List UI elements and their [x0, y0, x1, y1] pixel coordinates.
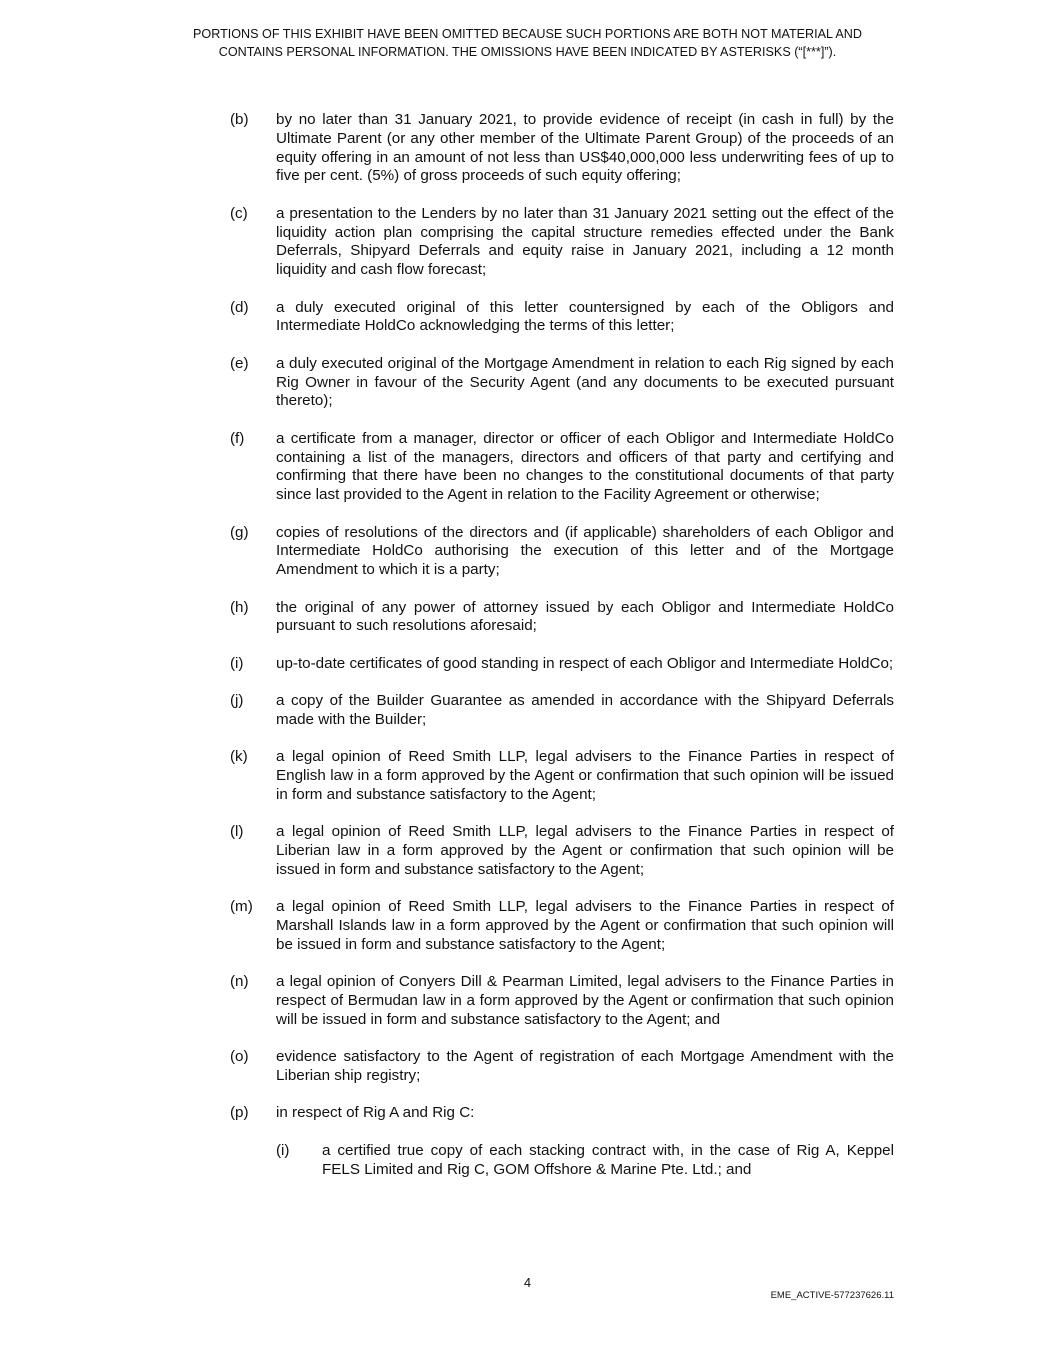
item-label: (d) — [230, 298, 249, 316]
item-text: a duly executed original of this letter countersigned by each of the Obligors and Intermediate HoldCo acknowledging the terms of this letter; — [276, 298, 894, 335]
item-label: (c) — [230, 204, 248, 222]
list-item-k — [230, 748, 894, 804]
conditions-list — [230, 111, 894, 1198]
item-label: (j) — [230, 692, 244, 710]
item-label: (o) — [230, 1048, 249, 1066]
list-item-o — [230, 1048, 894, 1086]
item-text: by no later than 31 January 2021, to provide evidence of receipt (in cash in full) by the Ultimate Parent (or any other member of the Ultimate Parent Group) of the proceeds of an equity offering in an amount of not less than US$40,000,000 less underwriting fees of up to five per cent. (5%) of gross proceeds of such equity offering; — [276, 111, 894, 185]
item-label: (b) — [230, 111, 249, 128]
item-label: (f) — [230, 429, 245, 447]
list-item-j — [230, 692, 894, 730]
item-text: a legal opinion of Reed Smith LLP, legal advisers to the Finance Parties in respect of Liberian law in a form approved by the Agent or confirmation that such opinion will be issued in form and substance satisfactory to the Agent; — [276, 823, 894, 878]
header-line-2: CONTAINS PERSONAL INFORMATION. THE OMISSIONS HAVE BEEN INDICATED BY ASTERISKS (“[***]”). — [218, 45, 837, 59]
list-item-c — [230, 205, 894, 280]
item-text: a legal opinion of Reed Smith LLP, legal advisers to the Finance Parties in respect of English law in a form approved by the Agent or confirmation that such opinion will be issued in form and substance satisfactory to the Agent; — [276, 748, 894, 803]
document-id: EME_ACTIVE-577237626.11 — [770, 1290, 894, 1301]
list-item-g — [230, 524, 894, 580]
sub-item-i — [276, 1142, 894, 1180]
item-p-intro: in respect of Rig A and Rig C: — [276, 1104, 475, 1122]
list-item-b — [230, 111, 894, 186]
sub-item-label: (i) — [276, 1141, 290, 1159]
item-label: (e) — [230, 354, 249, 372]
list-item-n — [230, 973, 894, 1029]
item-label: (p) — [230, 1104, 249, 1122]
item-text: evidence satisfactory to the Agent of registration of each Mortgage Amendment with the Liberian ship registry; — [276, 1048, 894, 1084]
item-text: up-to-date certificates of good standing in respect of each Obligor and Intermediate HoldCo; — [276, 654, 894, 672]
item-label: (i) — [230, 654, 244, 672]
item-label: (n) — [230, 973, 249, 991]
item-text: a certificate from a manager, director or officer of each Obligor and Intermediate HoldCo containing a list of the managers, directors and officers of that party and certifying and confirming that there have been no changes to the constitutional documents of that party since last provided to the Agent in relation to the Facility Agreement or otherwise; — [276, 429, 894, 504]
item-text: a legal opinion of Reed Smith LLP, legal advisers to the Finance Parties in respect of Marshall Islands law in a form approved by the Agent or confirmation that such opinion will be issued in form and substance satisfactory to the Agent; — [276, 898, 894, 953]
list-item-d — [230, 299, 894, 337]
item-text: a duly executed original of the Mortgage Amendment in relation to each Rig signed by each Rig Owner in favour of the Security Agent (and any documents to be executed pursuant thereto); — [276, 354, 894, 410]
item-text: a legal opinion of Conyers Dill & Pearman Limited, legal advisers to the Finance Parties in respect of Bermudan law in a form approved by the Agent or confirmation that such opinion will be issued in form and substance satisfactory to the Agent; and — [276, 973, 894, 1028]
header-line-1: PORTIONS OF THIS EXHIBIT HAVE BEEN OMITTED BECAUSE SUCH PORTIONS ARE BOTH NOT MATERIAL AND — [193, 27, 862, 41]
page-number: 4 — [523, 1275, 532, 1290]
sub-item-text: a certified true copy of each stacking contract with, in the case of Rig A, Keppel FELS Limited and Rig C, GOM Offshore & Marine Pte. Ltd.; and — [322, 1141, 894, 1178]
item-text: the original of any power of attorney issued by each Obligor and Intermediate HoldCo pursuant to such resolutions aforesaid; — [276, 598, 894, 635]
list-item-p — [230, 1104, 894, 1179]
item-text: copies of resolutions of the directors and (if applicable) shareholders of each Obligor and Intermediate HoldCo authorising the execution of this letter and of the Mortgage Amendment to which it is a party; — [276, 523, 894, 579]
item-text: a copy of the Builder Guarantee as amended in accordance with the Shipyard Deferrals made with the Builder; — [276, 692, 894, 728]
item-label: (h) — [230, 598, 249, 616]
list-item-f — [230, 430, 894, 505]
item-label: (k) — [230, 748, 248, 766]
list-item-m — [230, 898, 894, 954]
list-item-e — [230, 355, 894, 411]
list-item-h — [230, 599, 894, 637]
list-item-l — [230, 823, 894, 879]
omission-notice-header — [60, 25, 995, 61]
item-text — [276, 1104, 894, 1179]
item-label: (l) — [230, 823, 244, 841]
item-label: (m) — [230, 898, 253, 916]
item-text: a presentation to the Lenders by no later than 31 January 2021 setting out the effect of the liquidity action plan comprising the capital structure remedies effected under the Bank Deferrals, Shipyard Deferrals and equity raise in January 2021, including a 12 month liquidity and cash flow forecast; — [276, 204, 894, 279]
list-item-i — [230, 655, 894, 674]
item-label: (g) — [230, 523, 249, 541]
